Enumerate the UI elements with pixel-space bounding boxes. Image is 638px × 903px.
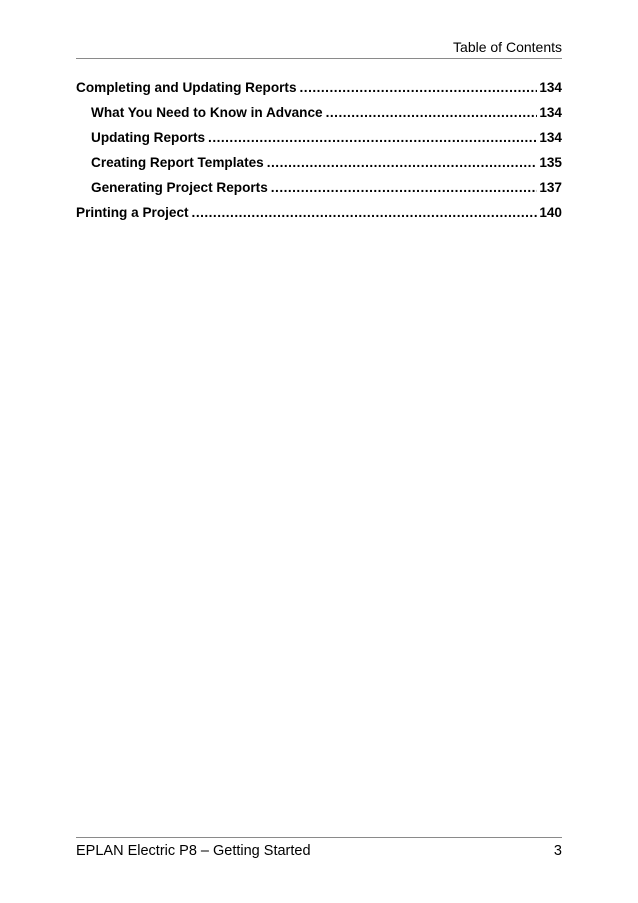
- footer-page-number: 3: [553, 843, 562, 859]
- toc-leader-dots: [208, 125, 537, 150]
- toc-entry-title[interactable]: Printing a Project: [76, 205, 189, 220]
- toc-entry-page[interactable]: 134: [539, 130, 562, 145]
- toc-entry-title[interactable]: Updating Reports: [91, 130, 206, 145]
- toc-entry-title[interactable]: Completing and Updating Reports: [76, 80, 297, 95]
- toc-entry-title[interactable]: What You Need to Know in Advance: [91, 105, 323, 120]
- footer-divider: [76, 837, 562, 838]
- toc-leader-dots: [267, 150, 538, 175]
- toc-entry[interactable]: [76, 200, 562, 225]
- toc-entry[interactable]: [76, 150, 562, 175]
- toc-entry[interactable]: [76, 75, 562, 100]
- toc-entry-page[interactable]: 134: [539, 105, 562, 120]
- toc-leader-dots: [326, 100, 538, 125]
- toc-entry-page[interactable]: 140: [539, 205, 562, 220]
- table-of-contents: [76, 75, 562, 225]
- toc-entry-title[interactable]: Generating Project Reports: [91, 180, 268, 195]
- toc-entry[interactable]: [76, 175, 562, 200]
- toc-leader-dots: [300, 75, 538, 100]
- header-title: Table of Contents: [453, 39, 562, 55]
- header-divider: [76, 58, 562, 59]
- toc-entry-page[interactable]: 135: [539, 155, 562, 170]
- toc-leader-dots: [192, 200, 538, 225]
- toc-entry-page[interactable]: 134: [539, 80, 562, 95]
- toc-entry[interactable]: [76, 100, 562, 125]
- footer-document-title: EPLAN Electric P8 – Getting Started: [76, 843, 311, 859]
- toc-entry-page[interactable]: 137: [539, 180, 562, 195]
- toc-leader-dots: [271, 175, 538, 200]
- toc-entry[interactable]: [76, 125, 562, 150]
- toc-entry-title[interactable]: Creating Report Templates: [91, 155, 264, 170]
